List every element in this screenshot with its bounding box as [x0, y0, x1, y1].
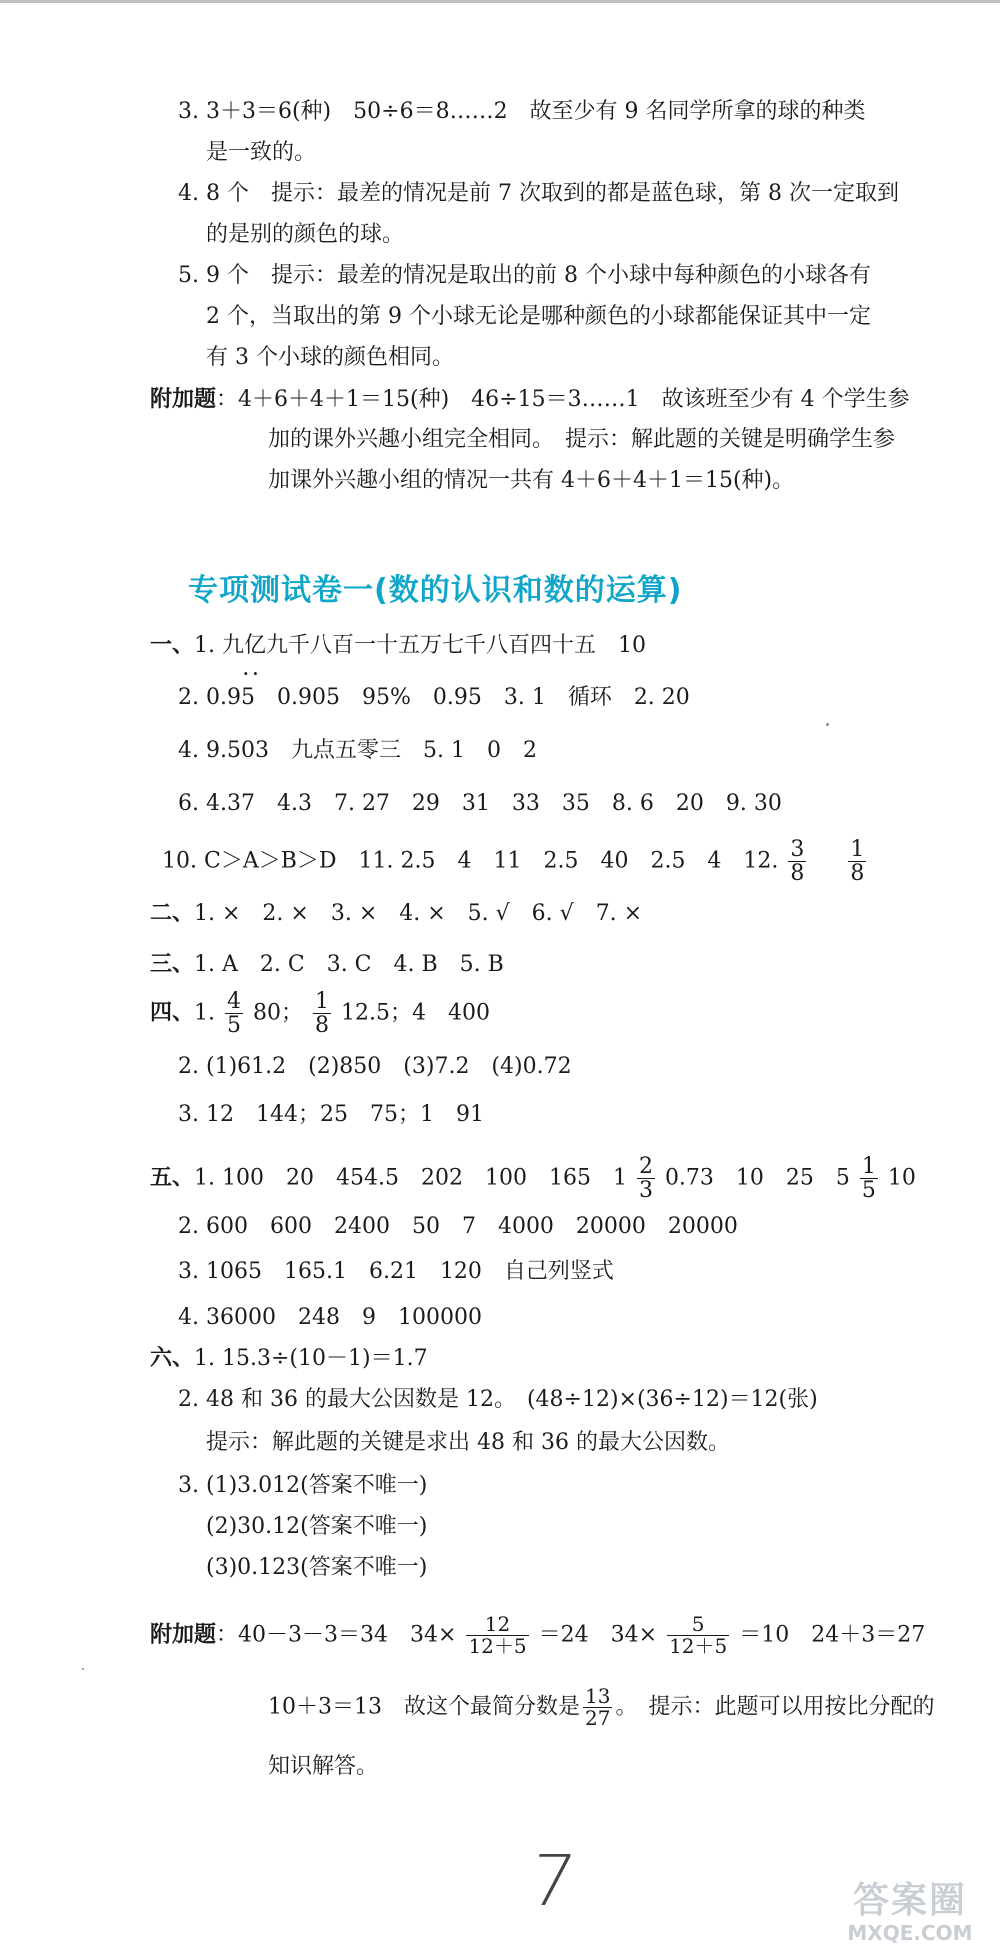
answer-line: 5. 9 个 提示：最差的情况是取出的前 8 个小球中每种颜色的小球各有 [178, 263, 871, 288]
numerator: 12 [466, 1614, 528, 1636]
answer-line: 是一致的。 [206, 140, 317, 165]
answer-line: 加的课外兴趣小组完全相同。 提示：解此题的关键是明确学生参 [268, 427, 896, 452]
numerator: 5 [667, 1614, 729, 1636]
part-label: 二、 [150, 900, 195, 926]
answer-line: 3. 12 144；25 75；1 91 [178, 1102, 484, 1127]
denominator: 12＋5 [468, 1634, 527, 1658]
numerator: 4 [227, 989, 242, 1014]
denominator: 8 [790, 861, 805, 887]
fraction [466, 1614, 528, 1657]
answer-text: 1. 15.3÷(10－1)＝1.7 [194, 1346, 428, 1371]
recurring-dots: ·· [243, 664, 263, 683]
denominator: 5 [227, 1013, 242, 1039]
answer-text: ＝24 34× [538, 1622, 658, 1648]
part-label: 一、 [150, 632, 195, 658]
denominator: 3 [638, 1178, 653, 1204]
part-label: 六、 [150, 1345, 195, 1371]
answer-text: 1. 100 20 454.5 202 100 165 1 [194, 1165, 627, 1191]
answer-line: 4. 9.503 九点五零三 5. 1 0 2 [178, 738, 537, 763]
watermark-text: 答案圈 [852, 1880, 967, 1921]
answer-line: 提示：解此题的关键是求出 48 和 36 的最大公因数。 [206, 1430, 730, 1455]
denominator: 8 [850, 861, 865, 887]
part-2-line [150, 898, 642, 929]
answer-line: (3)0.123(答案不唯一) [206, 1555, 428, 1580]
answer-line: 加课外兴趣小组的情况一共有 4＋6＋4＋1＝15(种)。 [268, 468, 795, 493]
answer-line: 2. 48 和 36 的最大公因数是 12。 (48÷12)×(36÷12)＝12(张) [178, 1387, 818, 1412]
answer-line: 6. 4.37 4.3 7. 27 29 31 33 35 8. 6 20 9. 30 [178, 791, 782, 816]
answer-text: 10 [887, 1165, 916, 1191]
bonus-block [150, 1614, 925, 1657]
page-number: 7 [524, 1840, 581, 1922]
answer-line: 2 个，当取出的第 9 个小球无论是哪种颜色的小球都能保证其中一定 [206, 304, 871, 329]
answer-line: 3. 1065 165.1 6.21 120 自己列竖式 [178, 1259, 614, 1284]
scan-speck [826, 723, 829, 726]
top-rule [0, 0, 1000, 3]
bonus-label: 附加题 [150, 1621, 217, 1648]
fraction [860, 1155, 878, 1202]
answer-line [268, 1686, 934, 1729]
fraction [788, 838, 806, 885]
part-5-line [150, 1155, 916, 1202]
answer-text: 10＋3＝13 故这个最简分数是 [268, 1694, 580, 1720]
answer-line: 2. 600 600 2400 50 7 4000 20000 20000 [178, 1214, 738, 1239]
answer-line: 知识解答。 [268, 1754, 379, 1779]
denominator: 12＋5 [669, 1634, 728, 1658]
fraction [848, 838, 866, 885]
answer-line: 的是别的颜色的球。 [206, 222, 405, 247]
answer-text: 80； [253, 1000, 304, 1026]
numerator: 1 [861, 1154, 876, 1179]
answer-line: 2. 0.95 0.905 95% 0.95 3. 1 循环 2. 20 [178, 685, 690, 710]
part-3-line [150, 949, 504, 980]
part-label: 三、 [150, 951, 195, 977]
fraction [637, 1155, 655, 1202]
answer-text: 1. 九亿九千八百一十五万七千八百四十五 10 [194, 633, 646, 658]
denominator: 8 [315, 1013, 330, 1039]
numerator: 1 [850, 837, 865, 862]
answer-line: 有 3 个小球的颜色相同。 [206, 345, 454, 370]
bonus-label: 附加题 [150, 386, 217, 412]
answer-line [162, 838, 869, 885]
part-4-line [150, 990, 490, 1037]
answer-text: ：4＋6＋4＋1＝15(种) 46÷15＝3……1 故该班至少有 4 个学生参 [216, 387, 910, 412]
answer-text: 1. A 2. C 3. C 4. B 5. B [194, 952, 504, 977]
fraction [225, 990, 243, 1037]
answer-text: 1. [194, 1000, 216, 1026]
watermark-url: MXQE.COM [847, 1921, 973, 1945]
fraction [583, 1686, 612, 1729]
numerator: 3 [790, 837, 805, 862]
answer-line: 3. (1)3.012(答案不唯一) [178, 1473, 428, 1498]
answer-text: 0.73 10 25 5 [664, 1165, 850, 1191]
answer-line: 4. 36000 248 9 100000 [178, 1305, 482, 1330]
answer-text: ＝10 24＋3＝27 [739, 1622, 926, 1648]
answer-line: 3. 3＋3＝6(种) 50÷6＝8……2 故至少有 9 名同学所拿的球的种类 [178, 99, 866, 124]
part-1-line [150, 630, 646, 661]
fraction [313, 990, 331, 1037]
answer-text: 12.5；4 400 [341, 1000, 490, 1026]
scan-speck [82, 1668, 84, 1670]
part-6-line [150, 1343, 428, 1374]
answer-text: 1. × 2. × 3. × 4. × 5. √ 6. √ 7. × [194, 901, 643, 926]
answer-line: 4. 8 个 提示：最差的情况是前 7 次取到的都是蓝色球，第 8 次一定取到 [178, 181, 899, 206]
numerator: 1 [315, 989, 330, 1014]
answer-text: 。 提示：此题可以用按比分配的 [615, 1694, 935, 1720]
numerator: 2 [638, 1154, 653, 1179]
denominator: 5 [861, 1178, 876, 1204]
watermark-logo [830, 1880, 990, 1950]
denominator: 27 [585, 1706, 611, 1730]
answer-line: 2. (1)61.2 (2)850 (3)7.2 (4)0.72 [178, 1054, 572, 1079]
answer-text: 10. C＞A＞B＞D 11. 2.5 4 11 2.5 40 2.5 4 12. [162, 848, 779, 874]
fraction [667, 1614, 729, 1657]
section-title: 专项测试卷一(数的认识和数的运算) [188, 573, 683, 608]
answer-line: (2)30.12(答案不唯一) [206, 1514, 428, 1539]
bonus-block [150, 384, 910, 415]
part-label: 四、 [150, 999, 195, 1026]
part-label: 五、 [150, 1164, 195, 1191]
answer-text: ：40－3－3＝34 34× [216, 1622, 457, 1648]
numerator: 13 [585, 1684, 611, 1708]
